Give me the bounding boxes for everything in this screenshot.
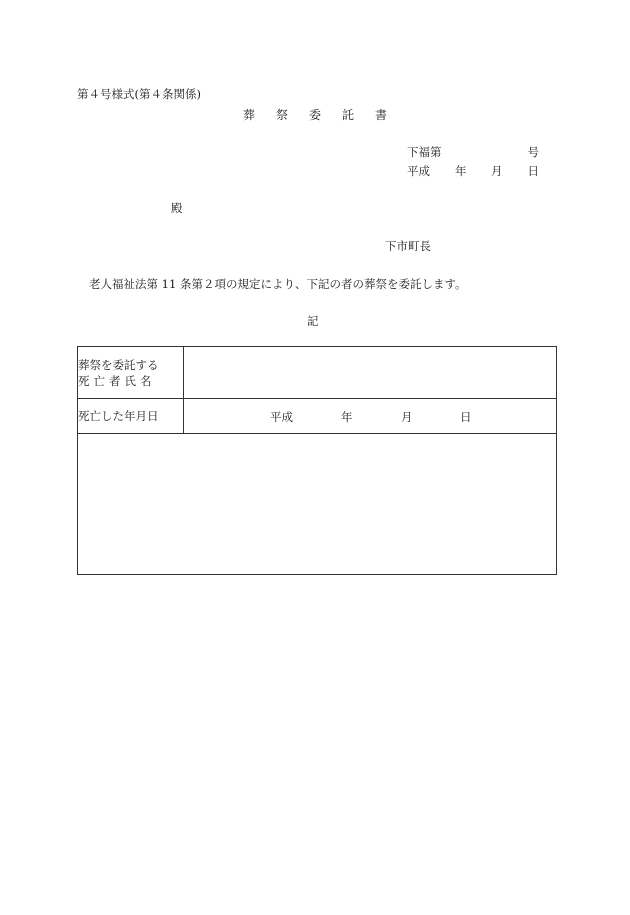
- table-row-deceased-name: [78, 347, 557, 399]
- issue-date-day: 日: [527, 164, 539, 178]
- issue-date-month: 月: [491, 164, 503, 178]
- date-of-death-label: 死亡した年月日: [78, 399, 184, 434]
- addressee-honorific: 殿: [171, 201, 183, 215]
- deceased-name-label-line1: 葬祭を委託する: [78, 357, 159, 372]
- table-row-notes: [78, 434, 557, 575]
- date-of-death-year: 年: [341, 410, 353, 424]
- deceased-name-label-line2: 死亡者氏名: [78, 373, 156, 388]
- issue-date-year: 年: [455, 164, 467, 178]
- date-of-death-era: 平成: [270, 410, 293, 424]
- commission-details-table: [77, 346, 557, 575]
- form-number: 第４号様式(第４条関係): [77, 87, 201, 101]
- deceased-name-label: [78, 347, 184, 399]
- issue-date-era: 平成: [407, 164, 430, 178]
- reference-number-suffix: 号: [527, 145, 539, 159]
- notes-field[interactable]: [78, 434, 557, 575]
- issuer-name: 下市町長: [385, 239, 431, 253]
- ki-heading: 記: [307, 314, 319, 328]
- body-text: 老人福祉法第 11 条第２項の規定により、下記の者の葬祭を委託します。: [89, 277, 467, 291]
- deceased-name-field[interactable]: [184, 347, 557, 399]
- document-title: 葬祭委託書: [243, 108, 409, 122]
- date-of-death-field[interactable]: [184, 399, 557, 434]
- date-of-death-day: 日: [460, 410, 472, 424]
- table-row-date-of-death: [78, 399, 557, 434]
- reference-number-prefix: 下福第: [407, 145, 442, 159]
- date-of-death-month: 月: [401, 410, 413, 424]
